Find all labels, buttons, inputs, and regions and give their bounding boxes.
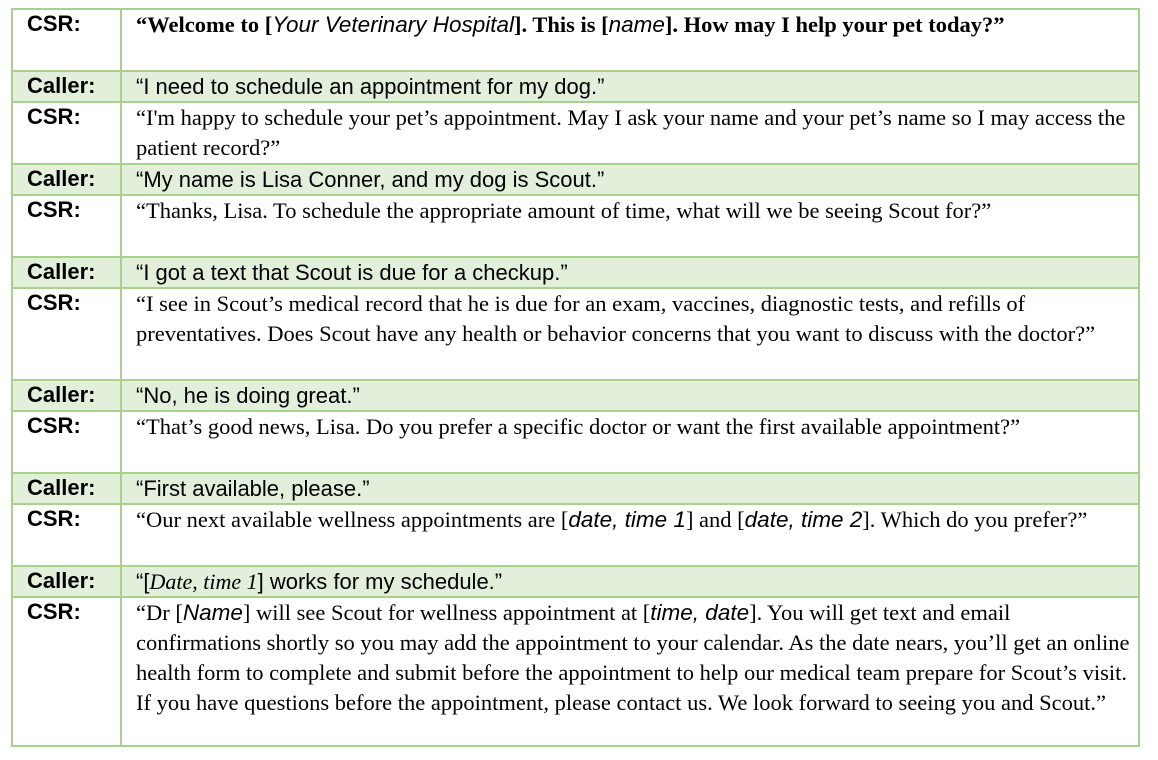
dialogue-text: “I'm happy to schedule your pet’s appointment. May I ask your name and your pet’s name so I may access the patient record?” [121,102,1139,164]
placeholder-date-time-1: date, time 1 [568,507,686,532]
speaker-label: Caller: [12,71,121,102]
dialogue-text: “[Date, time 1] works for my schedule.” [121,566,1139,597]
placeholder-time-date: time, date [650,600,750,625]
speaker-label: CSR: [12,195,121,257]
script-row [12,257,1139,288]
dialogue-text: “I need to schedule an appointment for my dog.” [121,71,1139,102]
dialogue-text: “I see in Scout’s medical record that he is due for an exam, vaccines, diagnostic tests, and refills of preventatives. Does Scout have any health or behavior concerns that you want to discuss with the doctor?” [121,288,1139,380]
speaker-label: Caller: [12,257,121,288]
speaker-label: Caller: [12,380,121,411]
speaker-label: Caller: [12,566,121,597]
script-row [12,9,1139,71]
script-row [12,102,1139,164]
speaker-label: CSR: [12,9,121,71]
dialogue-text: “No, he is doing great.” [121,380,1139,411]
speaker-label: CSR: [12,504,121,566]
script-row [12,597,1139,746]
speaker-label: CSR: [12,411,121,473]
script-row [12,380,1139,411]
speaker-label: CSR: [12,102,121,164]
speaker-label: CSR: [12,597,121,746]
script-row [12,566,1139,597]
script-row [12,504,1139,566]
script-row [12,411,1139,473]
dialogue-text: “I got a text that Scout is due for a checkup.” [121,257,1139,288]
script-row [12,473,1139,504]
script-row [12,288,1139,380]
call-script-table [11,8,1140,747]
dialogue-text: “Thanks, Lisa. To schedule the appropriate amount of time, what will we be seeing Scout for?” [121,195,1139,257]
dialogue-text: “First available, please.” [121,473,1139,504]
placeholder-name: name [608,12,665,37]
speaker-label: CSR: [12,288,121,380]
dialogue-text: “My name is Lisa Conner, and my dog is Scout.” [121,164,1139,195]
placeholder-date-time-1: Date, time 1 [149,569,258,594]
script-row [12,164,1139,195]
speaker-label: Caller: [12,164,121,195]
dialogue-text: “That’s good news, Lisa. Do you prefer a specific doctor or want the first available appointment?” [121,411,1139,473]
dialogue-text: “Dr [Name] will see Scout for wellness appointment at [time, date]. You will get text and email confirmations shortly so you may add the appointment to your calendar. As the date nears, you’ll get an online health form to complete and submit before the appointment to help our medical team prepare for Scout’s visit. If you have questions before the appointment, please contact us. We look forward to seeing you and Scout.” [121,597,1139,746]
script-row [12,71,1139,102]
placeholder-doctor-name: Name [182,600,243,625]
script-row [12,195,1139,257]
dialogue-text: “Our next available wellness appointments are [date, time 1] and [date, time 2]. Which do you prefer?” [121,504,1139,566]
speaker-label: Caller: [12,473,121,504]
placeholder-hospital-name: Your Veterinary Hospital [272,12,514,37]
dialogue-text: “Welcome to [Your Veterinary Hospital]. This is [name]. How may I help your pet today?” [121,9,1139,71]
placeholder-date-time-2: date, time 2 [744,507,863,532]
